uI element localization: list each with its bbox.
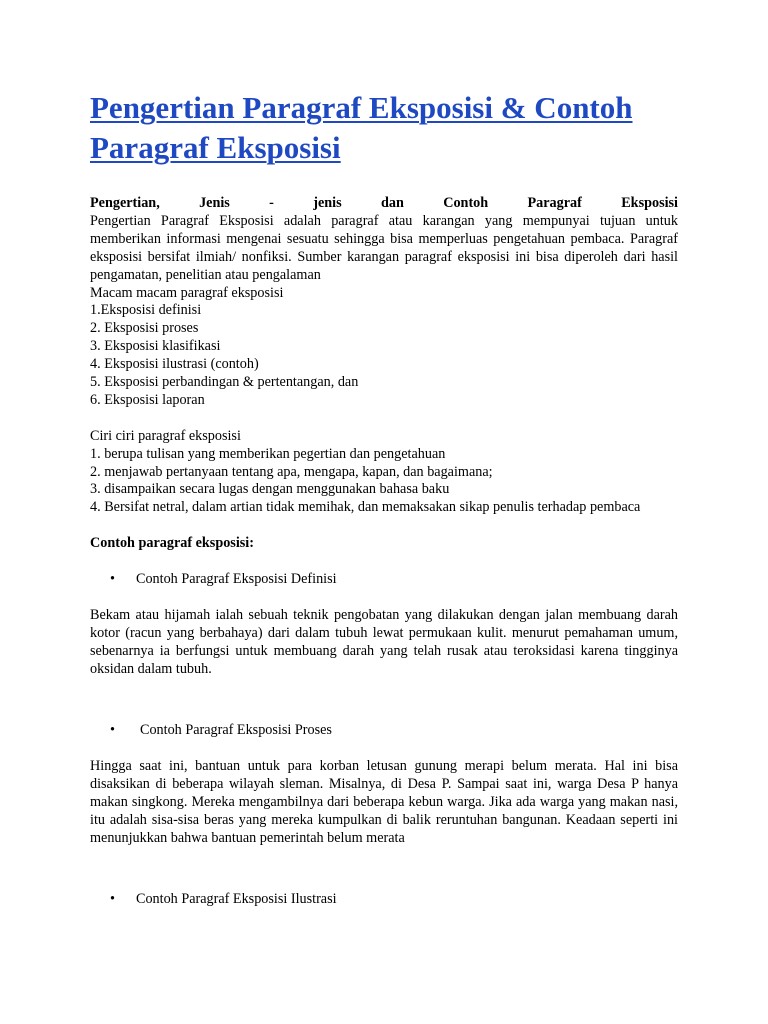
list-item: 2. menjawab pertanyaan tentang apa, mengapa, kapan, dan bagaimana; xyxy=(90,463,493,480)
lead-heading: Pengertian, Jenis - jenis dan Contoh Paragraf Eksposisi xyxy=(90,195,678,211)
spacer xyxy=(90,714,678,722)
list-item: 4. Bersifat netral, dalam artian tidak memihak, dan memaksakan sikap penulis terhadap pembaca xyxy=(90,499,641,516)
spacer xyxy=(90,678,678,696)
spacer xyxy=(90,848,678,866)
spacer xyxy=(90,410,678,428)
example-title: Contoh Paragraf Eksposisi Ilustrasi xyxy=(136,891,337,908)
list-item: 4. Eksposisi ilustrasi (contoh) xyxy=(90,356,259,373)
title-link[interactable]: Pengertian Paragraf Eksposisi & Contoh Paragraf Eksposisi xyxy=(90,90,633,165)
spacer xyxy=(90,589,678,607)
example-bullet-definisi xyxy=(110,571,678,589)
list-item: 1. berupa tulisan yang memberikan pegertian dan pengetahuan xyxy=(90,445,446,462)
list-item: 1.Eksposisi definisi xyxy=(90,302,202,319)
types-list xyxy=(90,302,678,409)
list-item: 3. disampaikan secara lugas dengan menggunakan bahasa baku xyxy=(90,481,450,498)
document-page xyxy=(90,88,678,909)
page-title[interactable] xyxy=(90,88,678,168)
example-bullet-ilustrasi xyxy=(110,891,678,909)
list-item: 6. Eksposisi laporan xyxy=(90,391,205,408)
bullet-icon: • xyxy=(110,570,115,587)
bullet-icon: • xyxy=(110,722,115,739)
list-item: 5. Eksposisi perbandingan & pertentangan, dan xyxy=(90,374,359,391)
spacer xyxy=(90,883,678,891)
example-paragraph-definisi: Bekam atau hijamah ialah sebuah teknik pengobatan yang dilakukan dengan jalan membuang darah kotor (racun yang berbahaya) dari dalam tubuh lewat permukaan kulit. menurut pemahaman umum, sebenarnya ia berfungsi untuk membuang darah yang telah rusak atau teroksidasi karena tingginya oksidan dalam tubuh. xyxy=(90,606,678,677)
definition-paragraph: Pengertian Paragraf Eksposisi adalah paragraf atau karangan yang mempunyai tujuan untuk memberikan informasi mengenai sesuatu sehingga bisa memperluas pengetahuan pembaca. Paragraf eksposisi bersifat ilmiah/ nonfiksi. Sumber karangan paragraf eksposisi ini bisa diperoleh dari hasil pengamatan, penelitian atau pengalaman xyxy=(90,212,678,283)
spacer xyxy=(90,553,678,571)
example-bullet-proses xyxy=(110,722,678,740)
example-title: Contoh Paragraf Eksposisi Definisi xyxy=(136,570,337,587)
example-title: Contoh Paragraf Eksposisi Proses xyxy=(140,722,332,739)
spacer xyxy=(90,865,678,883)
types-heading: Macam macam paragraf eksposisi xyxy=(90,284,284,301)
traits-list xyxy=(90,446,678,518)
spacer xyxy=(90,696,678,714)
spacer xyxy=(90,740,678,758)
spacer xyxy=(90,517,678,535)
traits-heading: Ciri ciri paragraf eksposisi xyxy=(90,427,241,444)
examples-heading: Contoh paragraf eksposisi: xyxy=(90,535,254,552)
example-paragraph-proses: Hingga saat ini, bantuan untuk para korban letusan gunung merapi belum merata. Hal ini bisa disaksikan di beberapa wilayah sleman. Misalnya, di Desa P. Sampai saat ini, warga Desa P hanya makan singkong. Mereka mengambilnya dari beberapa kebun warga. Jika ada warga yang makan nasi, itu adalah sisa-sisa beras yang mereka kumpulkan di balik reruntuhan bangunan. Keadaan seperti ini menunjukkan bahwa bantuan pemerintah belum merata xyxy=(90,757,678,846)
bullet-icon: • xyxy=(110,891,115,908)
list-item: 3. Eksposisi klasifikasi xyxy=(90,338,221,355)
list-item: 2. Eksposisi proses xyxy=(90,320,199,337)
